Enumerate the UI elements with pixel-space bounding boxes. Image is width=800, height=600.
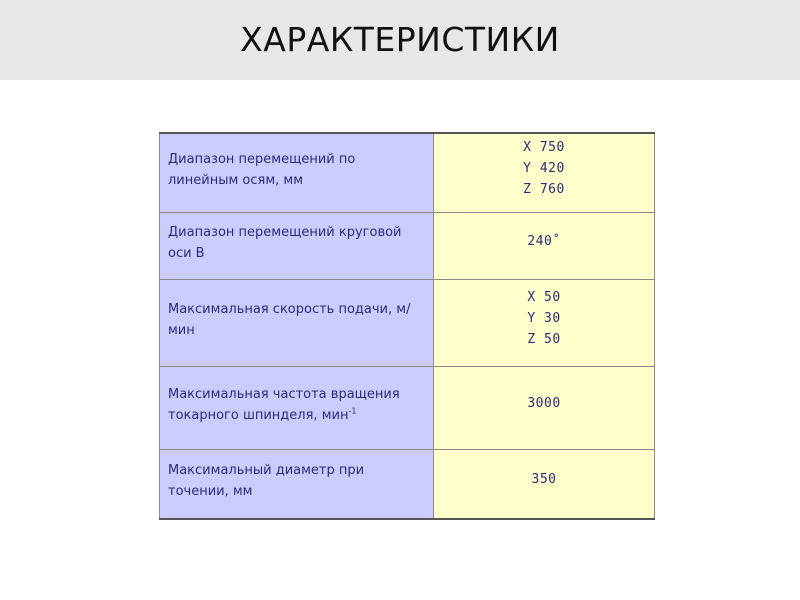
table-row bbox=[160, 450, 655, 520]
spec-label: Максимальная скорость подачи, м/мин bbox=[168, 302, 411, 338]
spec-value-cell bbox=[434, 133, 655, 213]
spec-label: Максимальная частота вращения токарного шпинделя, мин bbox=[168, 387, 400, 423]
spec-value: 240˚ bbox=[527, 233, 561, 249]
spec-label-wrap bbox=[168, 384, 427, 426]
table-row bbox=[160, 133, 655, 213]
spec-value: 350 bbox=[531, 471, 557, 487]
spec-value-cell bbox=[434, 367, 655, 450]
page-title: ХАРАКТЕРИСТИКИ bbox=[240, 20, 560, 59]
spec-value: X 50 Y 30 Z 50 bbox=[527, 289, 561, 347]
table-row bbox=[160, 280, 655, 367]
spec-value-cell bbox=[434, 450, 655, 520]
spec-value-cell bbox=[434, 213, 655, 280]
spec-label: Максимальный диаметр при точении, мм bbox=[168, 463, 365, 499]
spec-label-cell bbox=[160, 280, 434, 367]
specifications-table bbox=[159, 132, 655, 520]
spec-value-cell bbox=[434, 280, 655, 367]
spec-label-cell bbox=[160, 367, 434, 450]
spec-label-cell bbox=[160, 450, 434, 520]
spec-label: Диапазон перемещений по линейным осям, мм bbox=[168, 152, 356, 188]
spec-label-cell bbox=[160, 213, 434, 280]
spec-value: 3000 bbox=[527, 395, 561, 411]
table-row bbox=[160, 367, 655, 450]
spec-value: X 750 Y 420 Z 760 bbox=[523, 139, 565, 197]
spec-label: Диапазон перемещений круговой оси В bbox=[168, 225, 402, 261]
spec-label-superscript: -1 bbox=[348, 406, 357, 416]
table-row bbox=[160, 213, 655, 280]
spec-label-cell bbox=[160, 133, 434, 213]
